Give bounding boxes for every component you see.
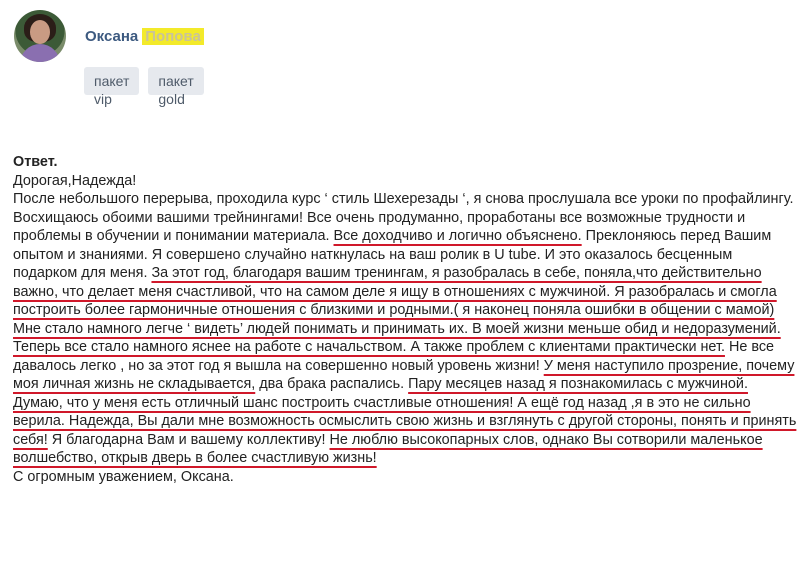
body-text: Не все давалось легко , но за этот год я вышла на совершенно новый уровень жизни! <box>13 339 775 374</box>
user-avatar[interactable] <box>14 10 66 62</box>
tag-list <box>84 67 204 107</box>
highlighted-text: Все доходчиво и логично объяснено. <box>333 228 582 244</box>
user-first-name[interactable]: Оксана <box>85 28 139 45</box>
body-text: После небольшого перерыва, проходила курс ‘ стиль Шехерезады ‘, я снова прослушала все уроки по профайлингу. Восхищаюсь обоими вашими трейнингами! Все очень продуманно, проработаны все возможные трудности и проблемы в обучении и понимании материала. <box>13 191 794 244</box>
body-text: два брака распались. <box>255 376 409 392</box>
user-name[interactable] <box>85 28 204 45</box>
answer-body <box>13 190 798 468</box>
body-text: Преклоняюсь перед Вашим опытом и знаниями. Я совершено случайно наткнулась на ваш ролик в U tube. И это оказалось бесценным подарком для меня. <box>13 228 772 281</box>
tag-gold[interactable]: пакет gold <box>148 67 203 95</box>
answer-signoff: С огромным уважением, Оксана. <box>13 468 234 485</box>
body-text: Я благодарна Вам и вашему коллективу! <box>47 431 330 448</box>
redacted-surname: Попова <box>142 28 204 45</box>
answer-greeting: Дорогая,Надежда! <box>13 172 137 189</box>
highlighted-text: Пару месяцев назад я познакомилась с мужчиной. Думаю, что у меня есть отличный шанс построить счастливые отношения! А ещё год назад ,я в это не сильно верила. Надежда, Вы дали мне возможность осмыслить свою жизнь и взглянуть с другой стороны, понять и принять себя! <box>13 376 797 448</box>
tag-vip[interactable]: пакет vip <box>84 67 139 95</box>
highlighted-text: У меня наступило прозрение, почему моя личная жизнь не складывается, <box>13 357 795 392</box>
review-answer <box>13 153 798 486</box>
highlighted-text: Не люблю высокопарных слов, однако Вы сотворили маленькое волшебство, открыв дверь в более счастливую жизнь! <box>13 431 763 466</box>
highlighted-text: За этот год, благодаря вашим тренингам, я разобралась в себе, поняла,что действительно важно, что делает меня счастливой, что на самом деле я ищу в отношениях с мужчиной. Я разобралась и смогла построить более гармоничные отношения с близкими и родными.( я наконец поняла ошибки в общении с мамой) Мне стало намного легче ‘ видеть’ людей понимать и принимать их. В моей жизни меньше обид и недоразумений. Теперь все стало намного яснее на работе с начальством. А также проблем с клиентами практически нет. <box>13 265 781 355</box>
answer-title: Ответ. <box>13 154 58 170</box>
